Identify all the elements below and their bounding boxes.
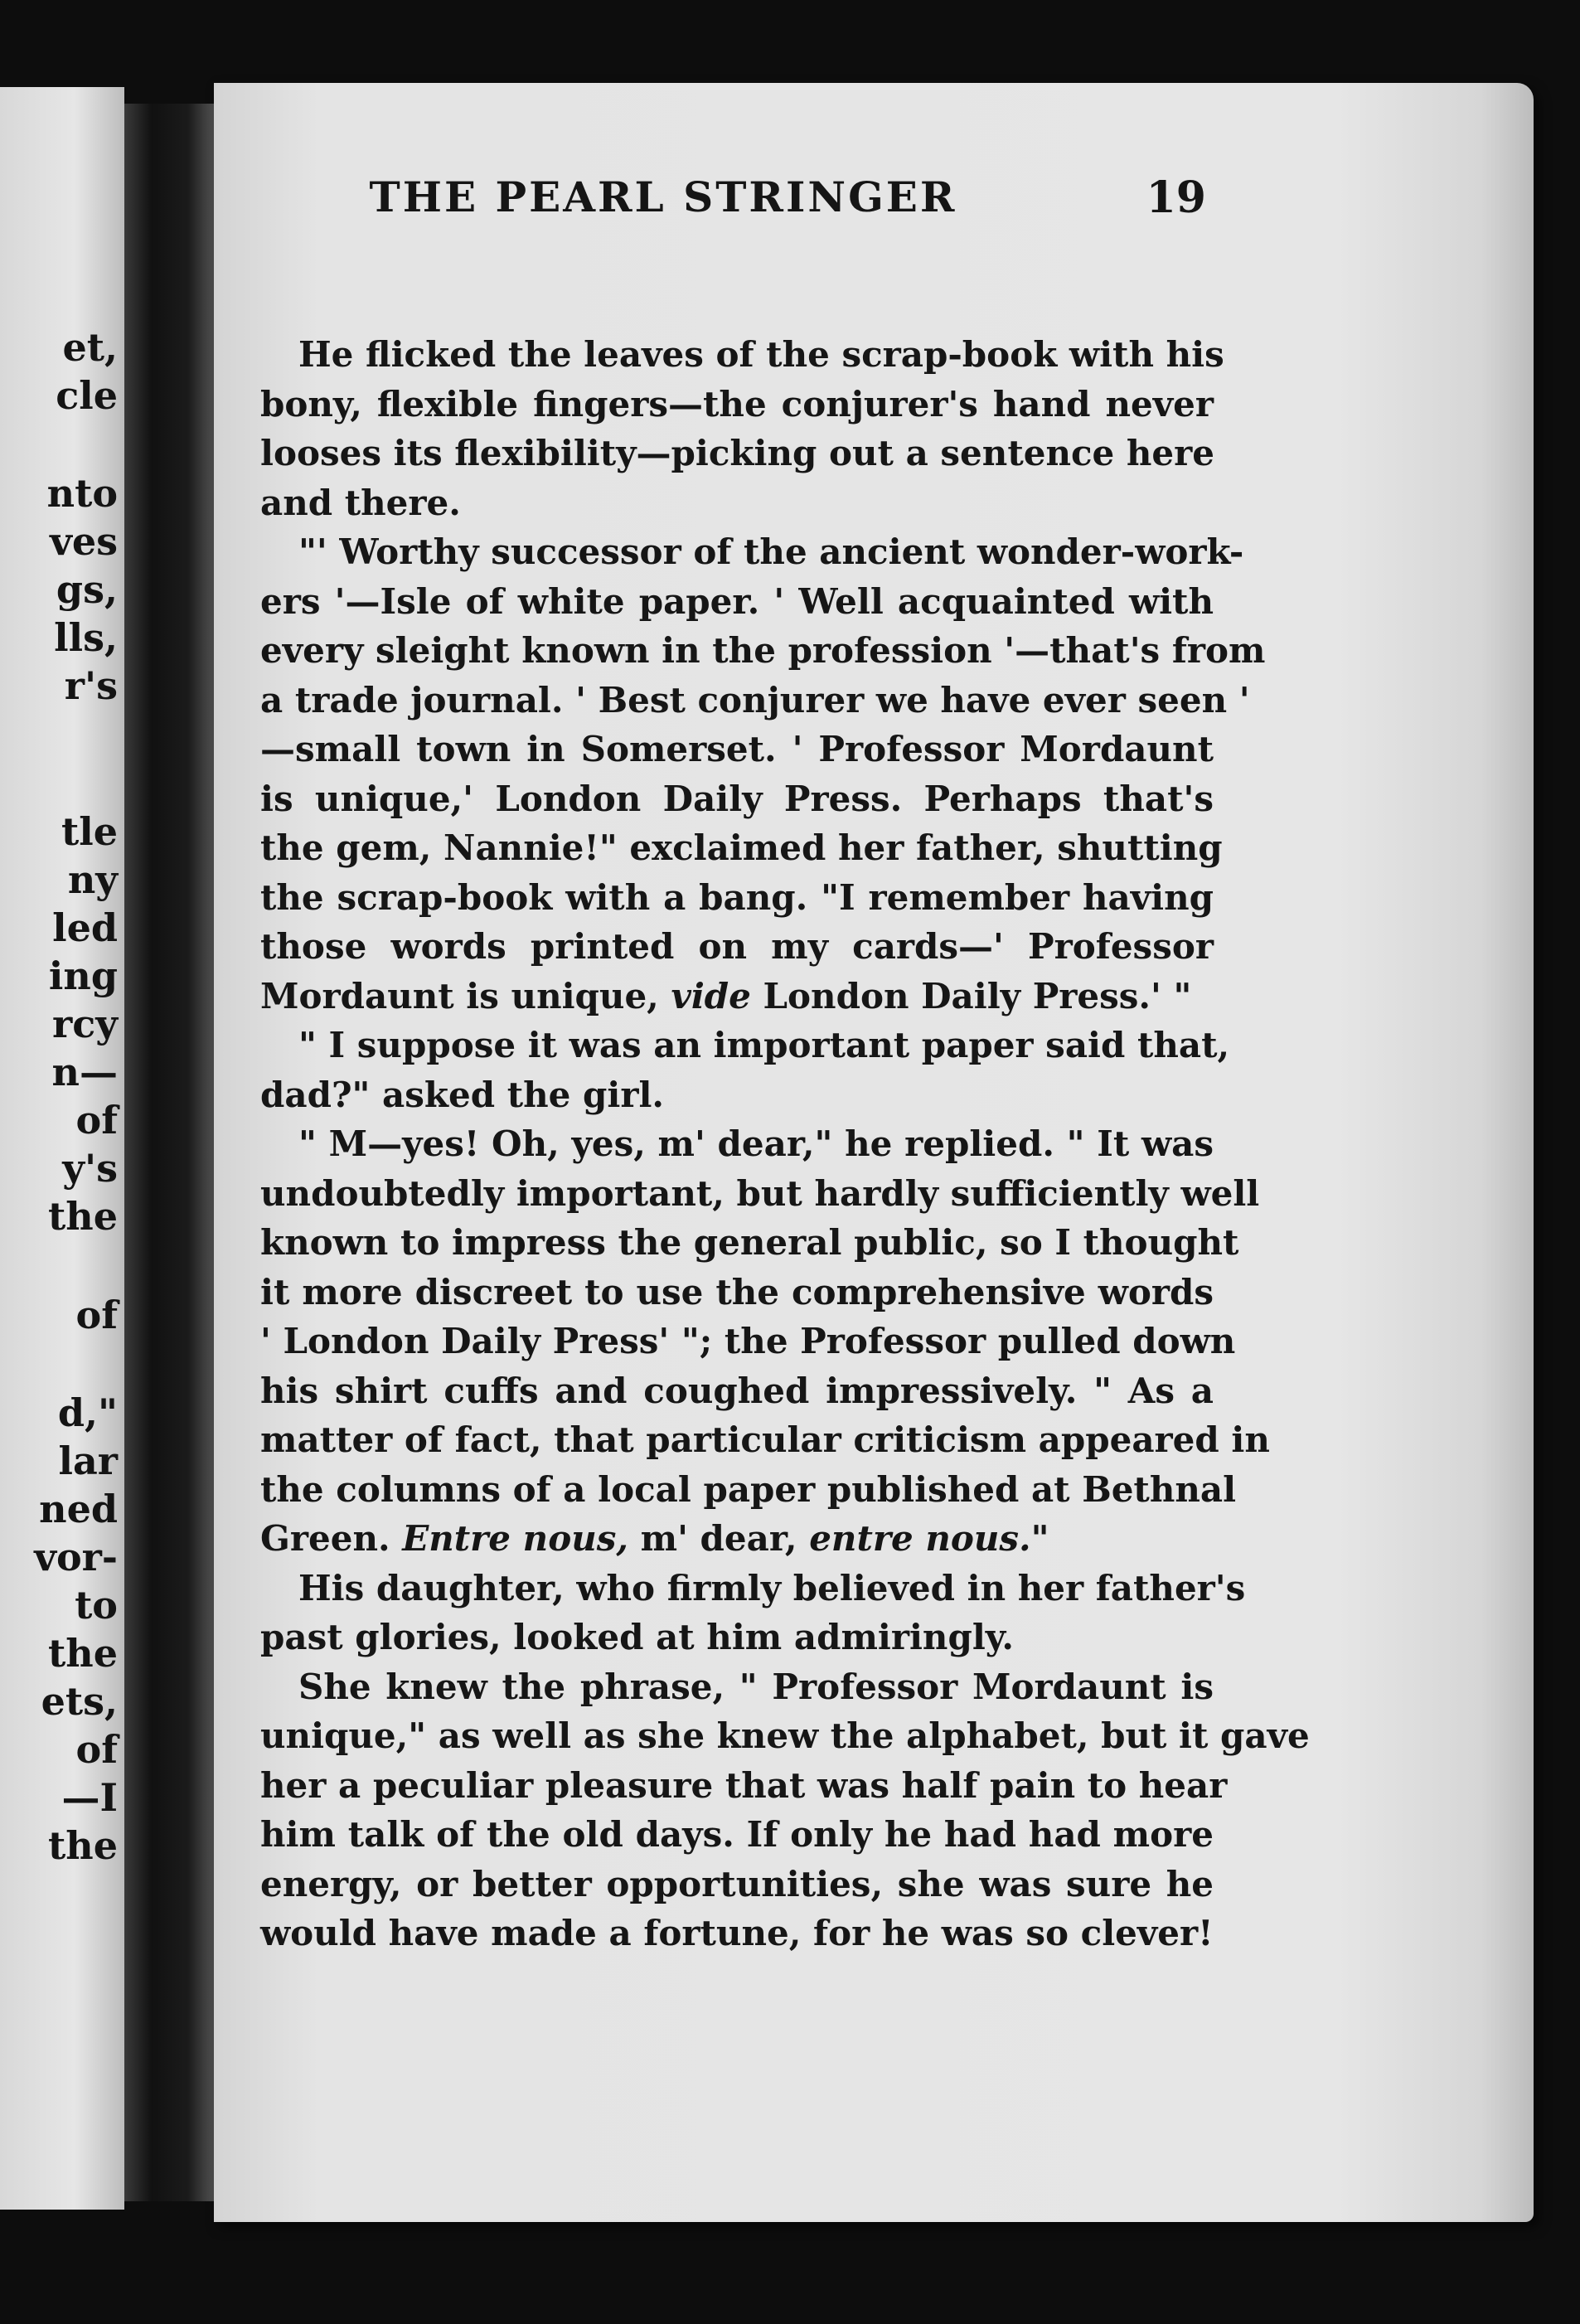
left-page-fragment: vor- (34, 1535, 118, 1579)
left-page-fragment: to (75, 1583, 118, 1628)
text-line (260, 1514, 1214, 1564)
left-page-fragment: r's (64, 663, 118, 708)
text-line: She knew the phrase, " Professor Mordaunt is (298, 1666, 1214, 1707)
text-line: the gem, Nannie!" exclaimed her father, shutting (260, 827, 1223, 868)
text-line: known to impress the general public, so I thought (260, 1222, 1239, 1263)
text-line: undoubtedly important, but hardly sufficiently well (260, 1172, 1260, 1214)
left-page-fragment: nto (46, 471, 118, 516)
text-line: a trade journal. ' Best conjurer we have ever seen ' (260, 679, 1250, 720)
text-line: He flicked the leaves of the scrap-book with his (298, 334, 1224, 375)
left-page-fragment: of (75, 1727, 118, 1772)
left-page-fragment: cle (56, 373, 118, 418)
text-run: London Daily Press.' " (750, 975, 1192, 1016)
text-line (260, 972, 1214, 1021)
left-page-fragment: et, (62, 325, 118, 370)
left-page-fragment: of (75, 1098, 118, 1143)
left-page-fragment: —I (61, 1775, 118, 1820)
text-line: matter of fact, that particular criticism appeared in (260, 1419, 1270, 1460)
running-title: THE PEARL STRINGER (369, 172, 957, 221)
text-run: Mordaunt is unique, (260, 975, 671, 1016)
text-line: his shirt cuffs and coughed impressively. " As a (260, 1370, 1214, 1411)
page-header (232, 172, 1223, 239)
text-run: Green. (260, 1518, 403, 1559)
text-line: looses its flexibility—picking out a sentence here (260, 433, 1215, 473)
italic-run: entre nous. (809, 1518, 1031, 1559)
text-line: would have made a fortune, for he was so clever! (260, 1913, 1214, 1953)
italic-run: Entre nous, (402, 1518, 629, 1559)
left-page-fragment: led (52, 905, 118, 950)
text-run: m' dear, (628, 1518, 810, 1559)
left-page-fragment: lar (58, 1439, 118, 1483)
text-line: and there. (260, 482, 461, 523)
left-page-fragment: ing (48, 953, 118, 998)
text-line: His daughter, who firmly believed in her father's (298, 1567, 1246, 1608)
text-line: those words printed on my cards—' Professor (260, 926, 1214, 967)
text-line: past glories, looked at him admiringly. (260, 1617, 1014, 1657)
page-number: 19 (1146, 172, 1206, 223)
text-line: dad?" asked the girl. (260, 1074, 665, 1115)
text-line: the scrap-book with a bang. "I remember having (260, 876, 1214, 918)
text-line: it more discreet to use the comprehensive words (260, 1271, 1214, 1312)
left-page-fragment: ny (67, 857, 118, 902)
text-line: the columns of a local paper published at Bethnal (260, 1468, 1237, 1510)
text-line: energy, or better opportunities, she was sure he (260, 1863, 1214, 1904)
text-line: him talk of the old days. If only he had had more (260, 1814, 1214, 1855)
left-facing-page (0, 87, 124, 2210)
left-page-fragment: gs, (56, 567, 118, 612)
italic-run: vide (671, 975, 751, 1016)
left-page-fragment: n— (51, 1050, 118, 1094)
text-line: —small town in Somerset. ' Professor Mordaunt (260, 729, 1214, 769)
text-line: ' London Daily Press' "; the Professor pulled down (260, 1321, 1236, 1361)
left-page-fragment: of (75, 1293, 118, 1337)
text-line: ers '—Isle of white paper. ' Well acquainted with (260, 580, 1214, 622)
left-page-fragment: the (48, 1823, 118, 1868)
left-page-fragment: ned (39, 1487, 118, 1531)
left-page-fragment: ets, (41, 1679, 118, 1724)
text-line: is unique,' London Daily Press. Perhaps that's (260, 778, 1214, 819)
text-line: unique," as well as she knew the alphabet, but it gave (260, 1715, 1310, 1756)
body-text (260, 330, 1310, 1958)
left-page-fragment: ves (50, 519, 118, 564)
left-page-fragment: d," (57, 1390, 118, 1435)
text-line: every sleight known in the profession '—that's from (260, 630, 1266, 671)
text-line: "' Worthy successor of the ancient wonder-work- (298, 531, 1244, 572)
left-page-fragment: tle (61, 809, 118, 854)
text-line: " I suppose it was an important paper said that, (298, 1025, 1230, 1065)
book-gutter (124, 104, 216, 2201)
left-page-fragment: the (48, 1631, 118, 1676)
left-page-fragment: y's (62, 1146, 118, 1191)
text-line: her a peculiar pleasure that was half pain to hear (260, 1764, 1228, 1806)
left-page-fragment: the (48, 1194, 118, 1239)
text-line: " M—yes! Oh, yes, m' dear," he replied. " It was (298, 1123, 1214, 1164)
left-page-fragment: rcy (52, 1002, 118, 1046)
text-run: " (1030, 1518, 1049, 1559)
text-line: bony, flexible fingers—the conjurer's hand never (260, 383, 1214, 425)
left-page-fragment: lls, (54, 615, 118, 660)
